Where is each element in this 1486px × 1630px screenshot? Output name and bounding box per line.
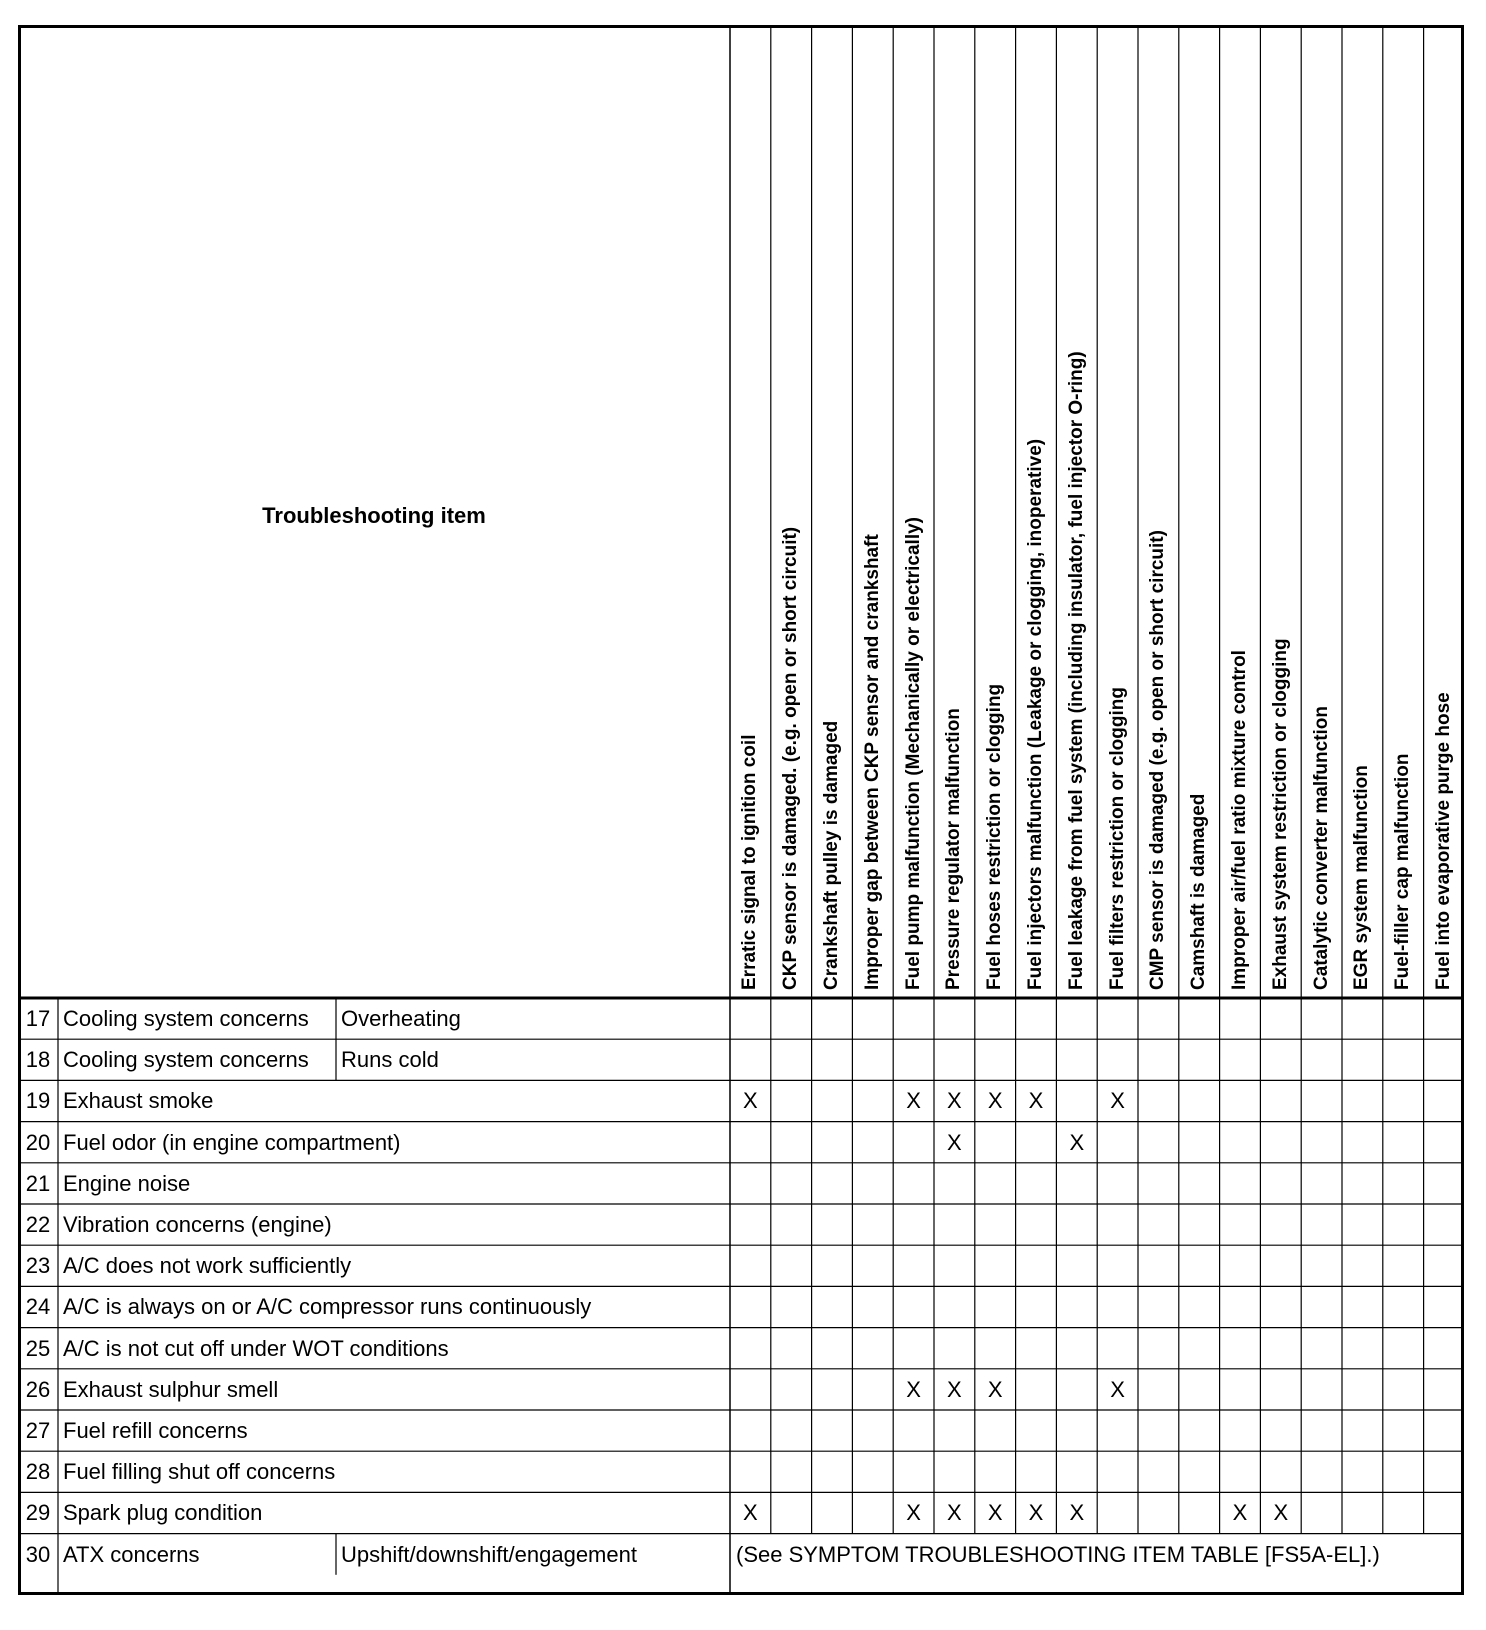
column-header-label: Fuel into evaporative purge hose (1432, 692, 1454, 990)
column-header-label: Improper air/fuel ratio mixture control (1228, 650, 1250, 990)
check-mark: X (947, 1088, 962, 1114)
check-mark: X (1069, 1129, 1085, 1155)
column-header (1260, 25, 1301, 998)
check-mark: X (987, 1500, 1003, 1526)
row-number: 29 (25, 1500, 51, 1526)
row-item: Exhaust sulphur smell (63, 1376, 279, 1402)
check-mark: X (743, 1088, 758, 1114)
check-mark: X (1069, 1500, 1085, 1526)
row-number: 26 (25, 1376, 51, 1402)
column-header-label: Improper gap between CKP sensor and crankshaft (861, 534, 883, 990)
column-header-label: Fuel injectors malfunction (Leakage or clogging, inoperative) (1024, 438, 1046, 990)
check-mark: X (1110, 1088, 1125, 1114)
check-mark: X (947, 1376, 962, 1402)
column-header-label: Camshaft is damaged (1188, 793, 1210, 990)
column-header-label: Fuel-filler cap malfunction (1392, 753, 1414, 990)
row-number: 21 (25, 1170, 51, 1196)
check-mark: X (987, 1088, 1003, 1114)
column-header (1138, 25, 1179, 998)
header-title: Troubleshooting item (262, 503, 486, 528)
check-mark: X (947, 1129, 962, 1155)
row-item: Fuel refill concerns (63, 1418, 248, 1443)
row-number: 20 (25, 1129, 51, 1155)
column-header (1097, 25, 1138, 998)
column-header (852, 25, 893, 998)
row-number: 23 (25, 1253, 51, 1279)
column-header (1301, 25, 1342, 998)
column-header-label: Crankshaft pulley is damaged (820, 720, 842, 990)
row-item: Vibration concerns (engine) (63, 1212, 332, 1237)
column-header (1056, 25, 1097, 998)
row-number: 27 (25, 1418, 51, 1443)
row-number: 17 (25, 1006, 51, 1031)
row-number: 28 (25, 1459, 51, 1485)
column-header-label: Fuel leakage from fuel system (including insulator, fuel injector O-ring) (1065, 351, 1087, 990)
column-header (1220, 25, 1261, 998)
column-header (1016, 25, 1057, 998)
row-item: Cooling system concerns (63, 1047, 309, 1073)
check-mark: X (906, 1088, 921, 1114)
check-mark: X (1028, 1500, 1044, 1526)
check-mark: X (743, 1500, 758, 1526)
check-mark: X (987, 1376, 1003, 1402)
row-item: Fuel filling shut off concerns (63, 1459, 336, 1485)
check-mark: X (947, 1500, 962, 1526)
check-mark: X (1273, 1500, 1289, 1526)
check-mark: X (1028, 1088, 1044, 1114)
column-header-label: CKP sensor is damaged. (e.g. open or short circuit) (780, 526, 802, 990)
troubleshooting-table (18, 25, 1464, 1595)
row-item: A/C does not work sufficiently (63, 1253, 352, 1279)
row-number: 18 (25, 1047, 51, 1073)
row-sub-item: Overheating (341, 1006, 461, 1031)
row-number: 19 (25, 1088, 51, 1114)
column-header-label: Pressure regulator malfunction (943, 708, 965, 990)
column-header (1424, 25, 1465, 998)
row-sub-item: Upshift/downshift/engagement (341, 1541, 637, 1567)
row-item: A/C is always on or A/C compressor runs continuously (63, 1294, 592, 1320)
row-number: 22 (25, 1212, 51, 1237)
column-header (975, 25, 1016, 998)
row-item: A/C is not cut off under WOT conditions (63, 1335, 449, 1361)
row-item: Engine noise (63, 1170, 191, 1196)
row-sub-item: Runs cold (341, 1047, 439, 1073)
column-header (771, 25, 812, 998)
row-item: Cooling system concerns (63, 1006, 309, 1031)
column-header-label: Fuel filters restriction or clogging (1106, 687, 1128, 990)
column-header (893, 25, 934, 998)
column-header-label: EGR system malfunction (1351, 765, 1373, 990)
row-item: ATX concerns (63, 1541, 200, 1567)
row-item: Fuel odor (in engine compartment) (63, 1129, 401, 1155)
column-header-label: Exhaust system restriction or clogging (1269, 638, 1291, 990)
check-mark: X (906, 1500, 921, 1526)
column-header (1342, 25, 1383, 998)
column-header-label: Fuel hoses restriction or clogging (984, 683, 1006, 990)
check-mark: X (906, 1376, 921, 1402)
column-header (730, 25, 771, 998)
column-header (1383, 25, 1424, 998)
column-header-label: Erratic signal to ignition coil (739, 734, 761, 990)
row-note: (See SYMPTOM TROUBLESHOOTING ITEM TABLE [FS5A-EL].) (736, 1541, 1380, 1567)
row-item: Exhaust smoke (63, 1088, 214, 1114)
column-header (1179, 25, 1220, 998)
row-number: 30 (25, 1541, 51, 1567)
column-header-label: Fuel pump malfunction (Mechanically or electrically) (902, 517, 924, 990)
row-number: 25 (25, 1335, 51, 1361)
row-item: Spark plug condition (63, 1500, 263, 1526)
row-number: 24 (25, 1294, 51, 1320)
column-header-label: Catalytic converter malfunction (1310, 705, 1332, 990)
column-header (934, 25, 975, 998)
column-header (812, 25, 853, 998)
column-header-label: CMP sensor is damaged (e.g. open or short circuit) (1147, 530, 1169, 990)
check-mark: X (1232, 1500, 1248, 1526)
check-mark: X (1110, 1376, 1125, 1402)
